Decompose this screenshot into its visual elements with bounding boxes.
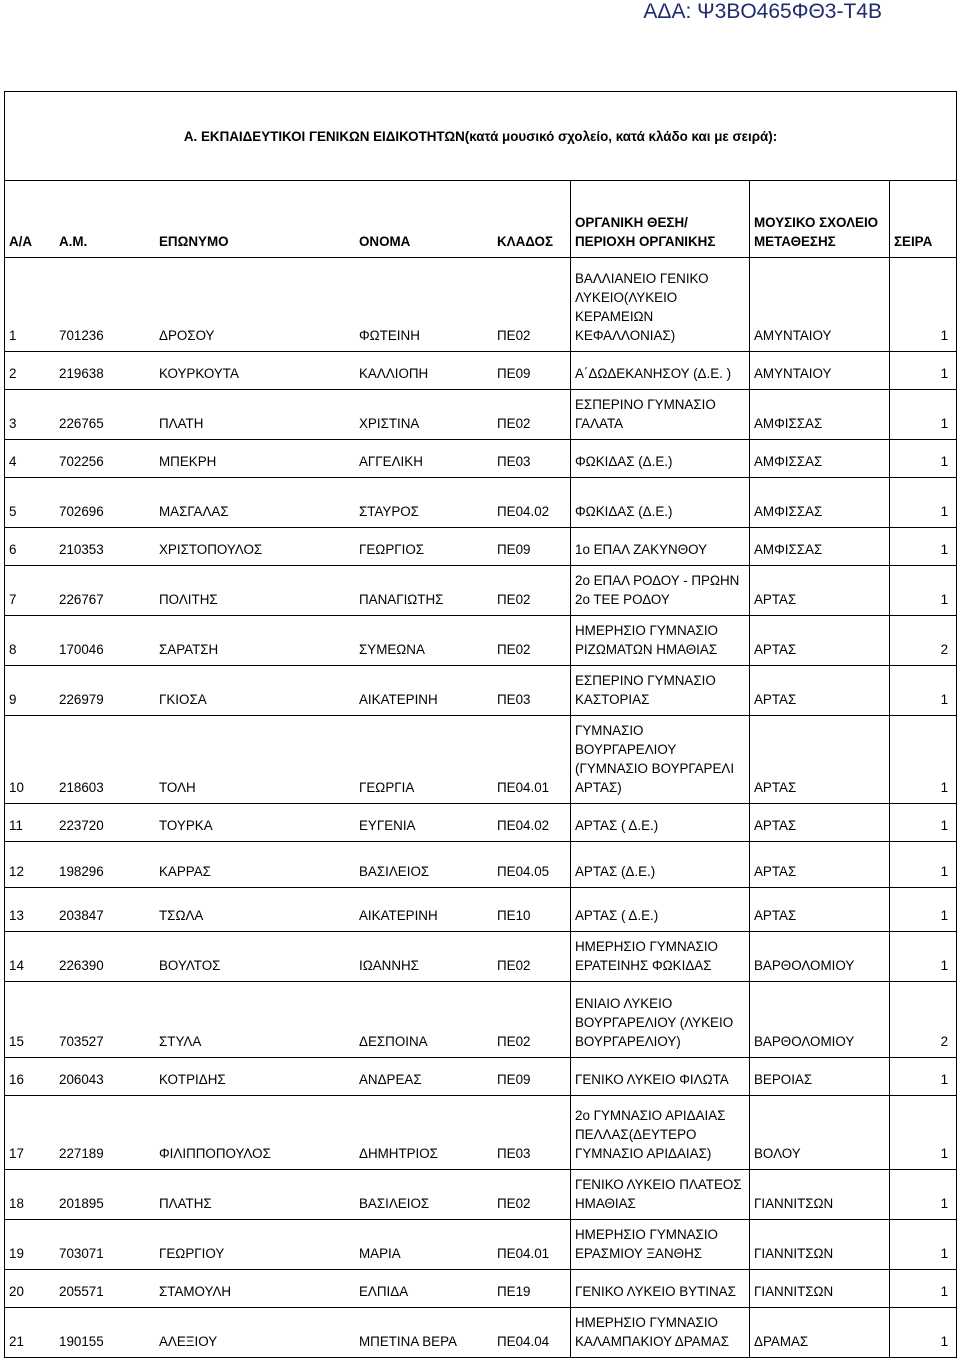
table-row: [5, 804, 957, 842]
row-klados: ΠΕ02: [497, 1196, 531, 1211]
row-organiki: ΗΜΕΡΗΣΙΟ ΓΥΜΝΑΣΙΟ ΕΡΑΣΜΙΟΥ ΞΑΝΘΗΣ: [571, 1220, 750, 1270]
row-aa: 16: [9, 1072, 24, 1087]
row-seira: 1: [890, 440, 957, 478]
row-left-cell: [5, 1170, 571, 1220]
row-organiki: 2ο ΕΠΑΛ ΡΟΔΟΥ - ΠΡΩΗΝ 2ο ΤΕΕ ΡΟΔΟΥ: [571, 566, 750, 616]
row-surname: ΓΕΩΡΓΙΟΥ: [159, 1246, 225, 1261]
row-school: ΓΙΑΝΝΙΤΣΩΝ: [750, 1220, 890, 1270]
row-name: ΜΑΡΙΑ: [359, 1246, 401, 1261]
row-aa: 4: [9, 454, 17, 469]
row-klados: ΠΕ02: [497, 958, 531, 973]
row-school: ΒΕΡΟΙΑΣ: [750, 1058, 890, 1096]
header-row: [5, 181, 957, 258]
row-left-cell: [5, 932, 571, 982]
row-aa: 20: [9, 1284, 24, 1299]
row-surname: ΑΛΕΞΙΟΥ: [159, 1334, 218, 1349]
row-organiki: 1ο ΕΠΑΛ ΖΑΚΥΝΘΟΥ: [571, 528, 750, 566]
section-title: Α. ΕΚΠΑΙΔΕΥΤΙΚΟΙ ΓΕΝΙΚΩΝ ΕΙΔΙΚΟΤΗΤΩΝ(κατά μουσικό σχολείο, κατά κλάδο και με σειρά):: [5, 92, 957, 181]
row-surname: ΠΟΛΙΤΗΣ: [159, 592, 218, 607]
row-school: ΑΜΦΙΣΣΑΣ: [750, 390, 890, 440]
table-row: [5, 842, 957, 888]
row-aa: 19: [9, 1246, 24, 1261]
row-seira: 1: [890, 842, 957, 888]
row-organiki: ΑΡΤΑΣ ( Δ.Ε.): [571, 888, 750, 932]
row-aa: 9: [9, 692, 17, 707]
row-school: ΑΜΦΙΣΣΑΣ: [750, 478, 890, 528]
row-klados: ΠΕ04.01: [497, 780, 550, 795]
table-row: [5, 1270, 957, 1308]
row-organiki: ΑΡΤΑΣ (Δ.Ε.): [571, 842, 750, 888]
row-am: 203847: [59, 908, 104, 923]
table-row: [5, 258, 957, 352]
row-surname: ΣΤΑΜΟΥΛΗ: [159, 1284, 232, 1299]
row-school: ΒΑΡΘΟΛΟΜΙΟΥ: [750, 932, 890, 982]
row-school: ΑΡΤΑΣ: [750, 842, 890, 888]
row-seira: 1: [890, 352, 957, 390]
row-surname: ΔΡΟΣΟΥ: [159, 328, 215, 343]
table-row: [5, 440, 957, 478]
row-school: ΒΟΛΟΥ: [750, 1096, 890, 1170]
row-name: ΙΩΑΝΝΗΣ: [359, 958, 419, 973]
row-school: ΒΑΡΘΟΛΟΜΙΟΥ: [750, 982, 890, 1058]
row-school: ΑΡΤΑΣ: [750, 888, 890, 932]
row-seira: 1: [890, 1058, 957, 1096]
row-am: 702696: [59, 504, 104, 519]
table-row: [5, 478, 957, 528]
row-am: 205571: [59, 1284, 104, 1299]
row-am: 170046: [59, 642, 104, 657]
row-organiki: ΓΥΜΝΑΣΙΟ ΒΟΥΡΓΑΡΕΛΙΟΥ (ΓΥΜΝΑΣΙΟ ΒΟΥΡΓΑΡΕΛΙ ΑΡΤΑΣ): [571, 716, 750, 804]
table-row: [5, 982, 957, 1058]
row-name: ΣΤΑΥΡΟΣ: [359, 504, 419, 519]
row-name: ΑΙΚΑΤΕΡΙΝΗ: [359, 692, 438, 707]
row-surname: ΓΚΙΟΣΑ: [159, 692, 207, 707]
row-aa: 13: [9, 908, 24, 923]
row-organiki: ΓΕΝΙΚΟ ΛΥΚΕΙΟ ΒΥΤΙΝΑΣ: [571, 1270, 750, 1308]
row-seira: 1: [890, 804, 957, 842]
row-aa: 11: [9, 818, 23, 833]
row-am: 703071: [59, 1246, 104, 1261]
row-organiki: ΗΜΕΡΗΣΙΟ ΓΥΜΝΑΣΙΟ ΚΑΛΑΜΠΑΚΙΟΥ ΔΡΑΜΑΣ: [571, 1308, 750, 1358]
row-name: ΚΑΛΛΙΟΠΗ: [359, 366, 429, 381]
row-aa: 3: [9, 416, 17, 431]
row-surname: ΠΛΑΤΗΣ: [159, 1196, 212, 1211]
row-organiki: ΒΑΛΛΙΑΝΕΙΟ ΓΕΝΙΚΟ ΛΥΚΕΙΟ(ΛΥΚΕΙΟ ΚΕΡΑΜΕΙΩΝ ΚΕΦΑΛΛΟΝΙΑΣ): [571, 258, 750, 352]
row-surname: ΜΑΣΓΑΛΑΣ: [159, 504, 229, 519]
row-left-cell: [5, 804, 571, 842]
row-name: ΠΑΝΑΓΙΩΤΗΣ: [359, 592, 444, 607]
row-name: ΑΝΔΡΕΑΣ: [359, 1072, 422, 1087]
row-left-cell: [5, 258, 571, 352]
row-am: 210353: [59, 542, 104, 557]
col-school-header: ΜΟΥΣΙΚΟ ΣΧΟΛΕΙΟ ΜΕΤΑΘΕΣΗΣ: [750, 181, 890, 258]
table-row: [5, 716, 957, 804]
row-klados: ΠΕ02: [497, 592, 531, 607]
row-aa: 5: [9, 504, 17, 519]
col-surname-header: ΕΠΩΝΥΜΟ: [159, 234, 229, 249]
row-seira: 2: [890, 616, 957, 666]
row-seira: 1: [890, 1096, 957, 1170]
row-name: ΓΕΩΡΓΙΑ: [359, 780, 415, 795]
row-klados: ΠΕ03: [497, 1146, 531, 1161]
row-school: ΑΜΥΝΤΑΙΟΥ: [750, 258, 890, 352]
row-klados: ΠΕ02: [497, 416, 531, 431]
col-name-header: ΟΝΟΜΑ: [359, 234, 411, 249]
row-aa: 6: [9, 542, 17, 557]
row-surname: ΜΠΕΚΡΗ: [159, 454, 217, 469]
table-row: [5, 1220, 957, 1270]
row-name: ΓΕΩΡΓΙΟΣ: [359, 542, 425, 557]
row-organiki: 2ο ΓΥΜΝΑΣΙΟ ΑΡΙΔΑΙΑΣ ΠΕΛΛΑΣ(ΔΕΥΤΕΡΟ ΓΥΜΝΑΣΙΟ ΑΡΙΔΑΙΑΣ): [571, 1096, 750, 1170]
row-seira: 1: [890, 528, 957, 566]
row-klados: ΠΕ04.01: [497, 1246, 550, 1261]
row-aa: 10: [9, 780, 24, 795]
row-organiki: ΕΝΙΑΙΟ ΛΥΚΕΙΟ ΒΟΥΡΓΑΡΕΛΙΟΥ (ΛΥΚΕΙΟ ΒΟΥΡΓΑΡΕΛΙΟΥ): [571, 982, 750, 1058]
row-left-cell: [5, 478, 571, 528]
col-organiki-header: ΟΡΓΑΝΙΚΗ ΘΕΣΗ/ΠΕΡΙΟΧΗ ΟΡΓΑΝΙΚΗΣ: [571, 181, 750, 258]
row-surname: ΦΙΛΙΠΠΟΠΟΥΛΟΣ: [159, 1146, 271, 1161]
row-left-cell: [5, 666, 571, 716]
ada-code: ΑΔΑ: Ψ3ΒΟ465ΦΘ3-Τ4Β: [643, 0, 882, 23]
table-row: [5, 888, 957, 932]
row-name: ΕΛΠΙΔΑ: [359, 1284, 409, 1299]
row-organiki: ΕΣΠΕΡΙΝΟ ΓΥΜΝΑΣΙΟ ΓΑΛΑΤΑ: [571, 390, 750, 440]
row-am: 201895: [59, 1196, 104, 1211]
row-left-cell: [5, 842, 571, 888]
row-klados: ΠΕ03: [497, 454, 531, 469]
table-row: [5, 1170, 957, 1220]
row-left-cell: [5, 352, 571, 390]
row-surname: ΚΟΤΡΙΔΗΣ: [159, 1072, 226, 1087]
row-am: 702256: [59, 454, 104, 469]
row-am: 206043: [59, 1072, 104, 1087]
col-seira-header: ΣΕΙΡΑ: [890, 181, 957, 258]
row-seira: 1: [890, 1170, 957, 1220]
row-aa: 14: [9, 958, 24, 973]
table-row: [5, 1308, 957, 1358]
row-school: ΑΡΤΑΣ: [750, 616, 890, 666]
row-left-cell: [5, 566, 571, 616]
row-klados: ΠΕ02: [497, 328, 531, 343]
row-klados: ΠΕ09: [497, 542, 531, 557]
row-seira: 1: [890, 666, 957, 716]
row-klados: ΠΕ09: [497, 1072, 531, 1087]
row-organiki: ΓΕΝΙΚΟ ΛΥΚΕΙΟ ΠΛΑΤΕΟΣ ΗΜΑΘΙΑΣ: [571, 1170, 750, 1220]
row-seira: 1: [890, 258, 957, 352]
row-seira: 2: [890, 982, 957, 1058]
row-name: ΔΕΣΠΟΙΝΑ: [359, 1034, 428, 1049]
row-left-cell: [5, 528, 571, 566]
row-am: 226765: [59, 416, 104, 431]
col-klados-header: ΚΛΑΔΟΣ: [497, 234, 553, 249]
row-am: 218603: [59, 780, 104, 795]
row-school: ΓΙΑΝΝΙΤΣΩΝ: [750, 1270, 890, 1308]
row-left-cell: [5, 1220, 571, 1270]
row-surname: ΣΤΥΛΑ: [159, 1034, 202, 1049]
row-left-cell: [5, 1308, 571, 1358]
row-aa: 12: [9, 864, 24, 879]
row-organiki: Α΄ΔΩΔΕΚΑΝΗΣΟΥ (Δ.Ε. ): [571, 352, 750, 390]
row-klados: ΠΕ04.04: [497, 1334, 550, 1349]
row-aa: 7: [9, 592, 17, 607]
row-surname: ΒΟΥΛΤΟΣ: [159, 958, 221, 973]
row-aa: 15: [9, 1034, 24, 1049]
row-am: 219638: [59, 366, 104, 381]
row-left-cell: [5, 1096, 571, 1170]
row-klados: ΠΕ04.05: [497, 864, 550, 879]
row-klados: ΠΕ02: [497, 642, 531, 657]
row-surname: ΧΡΙΣΤΟΠΟΥΛΟΣ: [159, 542, 263, 557]
col-aa-header: Α/Α: [9, 234, 33, 249]
row-seira: 1: [890, 478, 957, 528]
row-school: ΓΙΑΝΝΙΤΣΩΝ: [750, 1170, 890, 1220]
row-organiki: ΑΡΤΑΣ ( Δ.Ε.): [571, 804, 750, 842]
row-aa: 8: [9, 642, 17, 657]
row-left-cell: [5, 440, 571, 478]
row-name: ΔΗΜΗΤΡΙΟΣ: [359, 1146, 438, 1161]
row-left-cell: [5, 888, 571, 932]
row-name: ΕΥΓΕΝΙΑ: [359, 818, 416, 833]
row-aa: 21: [9, 1334, 24, 1349]
row-surname: ΤΟΥΡΚΑ: [159, 818, 213, 833]
row-am: 226767: [59, 592, 104, 607]
row-klados: ΠΕ04.02: [497, 818, 550, 833]
table-row: [5, 390, 957, 440]
table-row: [5, 528, 957, 566]
row-klados: ΠΕ04.02: [497, 504, 550, 519]
row-klados: ΠΕ03: [497, 692, 531, 707]
row-klados: ΠΕ02: [497, 1034, 531, 1049]
row-seira: 1: [890, 716, 957, 804]
row-name: ΣΥΜΕΩΝΑ: [359, 642, 425, 657]
row-aa: 2: [9, 366, 17, 381]
row-am: 227189: [59, 1146, 104, 1161]
row-left-cell: [5, 1270, 571, 1308]
row-organiki: ΗΜΕΡΗΣΙΟ ΓΥΜΝΑΣΙΟ ΕΡΑΤΕΙΝΗΣ ΦΩΚΙΔΑΣ: [571, 932, 750, 982]
row-seira: 1: [890, 932, 957, 982]
row-surname: ΤΣΩΛΑ: [159, 908, 204, 923]
row-seira: 1: [890, 1270, 957, 1308]
teachers-table: [4, 91, 957, 1358]
row-school: ΑΡΤΑΣ: [750, 804, 890, 842]
row-organiki: ΦΩΚΙΔΑΣ (Δ.Ε.): [571, 440, 750, 478]
row-surname: ΚΟΥΡΚΟΥΤΑ: [159, 366, 239, 381]
row-am: 223720: [59, 818, 104, 833]
row-seira: 1: [890, 1220, 957, 1270]
row-school: ΑΡΤΑΣ: [750, 666, 890, 716]
row-aa: 17: [9, 1146, 24, 1161]
row-surname: ΤΟΛΗ: [159, 780, 196, 795]
row-school: ΑΡΤΑΣ: [750, 566, 890, 616]
row-name: ΧΡΙΣΤΙΝΑ: [359, 416, 420, 431]
row-left-cell: [5, 1058, 571, 1096]
row-klados: ΠΕ19: [497, 1284, 531, 1299]
table-row: [5, 666, 957, 716]
row-surname: ΣΑΡΑΤΣΗ: [159, 642, 219, 657]
row-name: ΒΑΣΙΛΕΙΟΣ: [359, 1196, 430, 1211]
table-row: [5, 566, 957, 616]
row-am: 226979: [59, 692, 104, 707]
table-row: [5, 1096, 957, 1170]
header-left-cell: [5, 181, 571, 258]
row-left-cell: [5, 616, 571, 666]
row-am: 190155: [59, 1334, 104, 1349]
row-school: ΔΡΑΜΑΣ: [750, 1308, 890, 1358]
row-am: 198296: [59, 864, 104, 879]
row-name: ΑΙΚΑΤΕΡΙΝΗ: [359, 908, 438, 923]
col-am-header: Α.Μ.: [59, 234, 88, 249]
row-am: 703527: [59, 1034, 104, 1049]
table-row: [5, 352, 957, 390]
row-seira: 1: [890, 390, 957, 440]
row-school: ΑΜΥΝΤΑΙΟΥ: [750, 352, 890, 390]
row-organiki: ΦΩΚΙΔΑΣ (Δ.Ε.): [571, 478, 750, 528]
row-name: ΦΩΤΕΙΝΗ: [359, 328, 420, 343]
row-klados: ΠΕ09: [497, 366, 531, 381]
row-school: ΑΜΦΙΣΣΑΣ: [750, 440, 890, 478]
row-organiki: ΕΣΠΕΡΙΝΟ ΓΥΜΝΑΣΙΟ ΚΑΣΤΟΡΙΑΣ: [571, 666, 750, 716]
row-surname: ΚΑΡΡΑΣ: [159, 864, 211, 879]
row-name: ΜΠΕΤΙΝΑ ΒΕΡΑ: [359, 1334, 457, 1349]
row-name: ΒΑΣΙΛΕΙΟΣ: [359, 864, 430, 879]
row-aa: 1: [9, 328, 17, 343]
row-am: 226390: [59, 958, 104, 973]
row-school: ΑΜΦΙΣΣΑΣ: [750, 528, 890, 566]
row-seira: 1: [890, 1308, 957, 1358]
row-klados: ΠΕ10: [497, 908, 531, 923]
table-row: [5, 616, 957, 666]
row-surname: ΠΛΑΤΗ: [159, 416, 204, 431]
row-left-cell: [5, 982, 571, 1058]
table-row: [5, 1058, 957, 1096]
table-row: [5, 932, 957, 982]
row-left-cell: [5, 390, 571, 440]
row-name: ΑΓΓΕΛΙΚΗ: [359, 454, 423, 469]
row-organiki: ΗΜΕΡΗΣΙΟ ΓΥΜΝΑΣΙΟ ΡΙΖΩΜΑΤΩΝ ΗΜΑΘΙΑΣ: [571, 616, 750, 666]
row-organiki: ΓΕΝΙΚΟ ΛΥΚΕΙΟ ΦΙΛΩΤΑ: [571, 1058, 750, 1096]
row-school: ΑΡΤΑΣ: [750, 716, 890, 804]
row-seira: 1: [890, 888, 957, 932]
row-am: 701236: [59, 328, 104, 343]
row-aa: 18: [9, 1196, 24, 1211]
row-seira: 1: [890, 566, 957, 616]
row-left-cell: [5, 716, 571, 804]
